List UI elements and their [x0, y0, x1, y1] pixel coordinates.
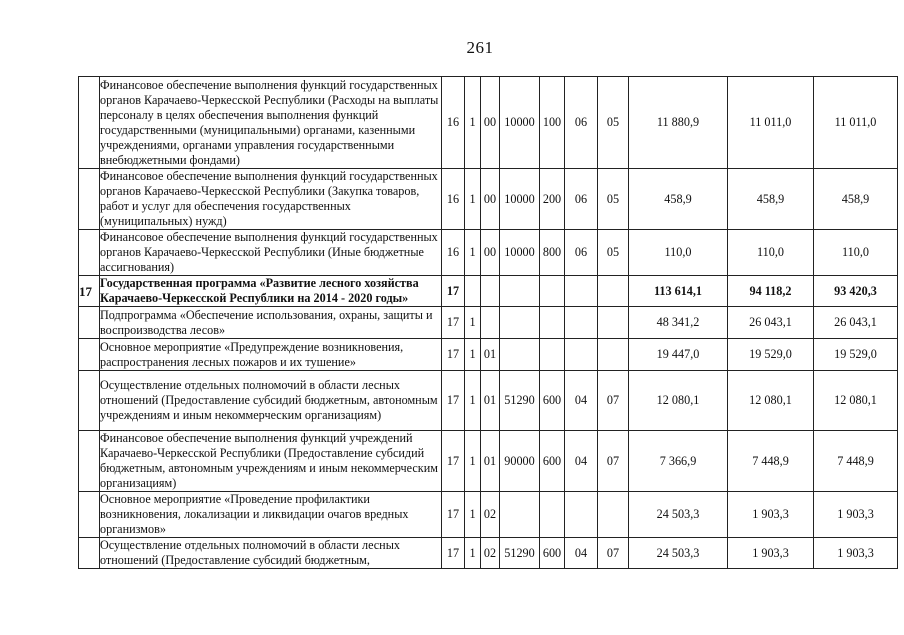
amount-cell-year2: 19 529,0: [728, 339, 814, 371]
amount-cell-year2: 7 448,9: [728, 431, 814, 492]
amount-cell-year3: 110,0: [814, 230, 898, 276]
code-cell-subsection: 05: [598, 230, 629, 276]
code-cell-section: [565, 307, 598, 339]
table-row: [79, 307, 898, 339]
code-cell-program: 1: [465, 230, 481, 276]
amount-cell-year3: 12 080,1: [814, 371, 898, 431]
code-cell-subprogram: [481, 307, 500, 339]
amount-cell-year2: 11 011,0: [728, 77, 814, 169]
amount-cell-year2: 458,9: [728, 169, 814, 230]
code-cell-subsection: 07: [598, 538, 629, 569]
amount-cell-year1: 11 880,9: [629, 77, 728, 169]
amount-cell-year1: 458,9: [629, 169, 728, 230]
code-cell-ministry: 17: [442, 538, 465, 569]
code-cell-ministry: 17: [442, 276, 465, 307]
item-name-cell: Государственная программа «Развитие лесного хозяйства Карачаево-Черкесской Республики на 2014 - 2020 годы»: [100, 276, 442, 307]
item-name-cell: Финансовое обеспечение выполнения функций государственных органов Карачаево-Черкесской Республики (Закупка товаров, работ и услуг для обеспечения государственных (муниципальных) нужд): [100, 169, 442, 230]
amount-cell-year1: 24 503,3: [629, 492, 728, 538]
amount-cell-year2: 110,0: [728, 230, 814, 276]
table-row: [79, 371, 898, 431]
code-cell-subprogram: 02: [481, 538, 500, 569]
table-row: [79, 431, 898, 492]
code-cell-expense-type: [540, 276, 565, 307]
item-name-cell: Подпрограмма «Обеспечение использования, охраны, защиты и воспроизводства лесов»: [100, 307, 442, 339]
code-cell-section: 04: [565, 538, 598, 569]
amount-cell-year2: 94 118,2: [728, 276, 814, 307]
amount-cell-year1: 7 366,9: [629, 431, 728, 492]
row-number-cell: [79, 307, 100, 339]
code-cell-ministry: 17: [442, 431, 465, 492]
row-number-cell: [79, 538, 100, 569]
table-row: [79, 77, 898, 169]
code-cell-program: 1: [465, 77, 481, 169]
code-cell-direction: [500, 307, 540, 339]
code-cell-subprogram: 01: [481, 431, 500, 492]
row-number-cell: [79, 339, 100, 371]
code-cell-program: 1: [465, 371, 481, 431]
amount-cell-year3: 458,9: [814, 169, 898, 230]
code-cell-program: 1: [465, 538, 481, 569]
code-cell-subprogram: 02: [481, 492, 500, 538]
row-number-cell: 17: [79, 276, 100, 307]
code-cell-subsection: [598, 276, 629, 307]
amount-cell-year3: 26 043,1: [814, 307, 898, 339]
code-cell-subsection: 07: [598, 371, 629, 431]
item-name-cell: Финансовое обеспечение выполнения функций государственных органов Карачаево-Черкесской Республики (Иные бюджетные ассигнования): [100, 230, 442, 276]
code-cell-expense-type: [540, 339, 565, 371]
code-cell-expense-type: 600: [540, 431, 565, 492]
code-cell-direction: 10000: [500, 230, 540, 276]
row-number-cell: [79, 371, 100, 431]
code-cell-section: [565, 339, 598, 371]
code-cell-program: 1: [465, 339, 481, 371]
code-cell-section: 04: [565, 371, 598, 431]
code-cell-direction: 51290: [500, 538, 540, 569]
row-number-cell: [79, 492, 100, 538]
code-cell-subprogram: 01: [481, 339, 500, 371]
code-cell-direction: 90000: [500, 431, 540, 492]
code-cell-section: 04: [565, 431, 598, 492]
code-cell-direction: [500, 339, 540, 371]
code-cell-expense-type: [540, 307, 565, 339]
item-name-cell: Финансовое обеспечение выполнения функций учреждений Карачаево-Черкесской Республики (Предоставление субсидий бюджетным, автономным учреждениям и иным некоммерческим организациям): [100, 431, 442, 492]
item-name-cell: Осуществление отдельных полномочий в области лесных отношений (Предоставление субсидий бюджетным, автономным учреждениям и иным некоммерческим организациям): [100, 371, 442, 431]
amount-cell-year2: 1 903,3: [728, 538, 814, 569]
amount-cell-year3: 19 529,0: [814, 339, 898, 371]
code-cell-section: 06: [565, 77, 598, 169]
code-cell-ministry: 17: [442, 371, 465, 431]
code-cell-expense-type: 100: [540, 77, 565, 169]
code-cell-ministry: 17: [442, 492, 465, 538]
code-cell-subprogram: [481, 276, 500, 307]
amount-cell-year2: 1 903,3: [728, 492, 814, 538]
table-row: [79, 538, 898, 569]
code-cell-ministry: 17: [442, 307, 465, 339]
table-row: [79, 492, 898, 538]
table-row: [79, 169, 898, 230]
amount-cell-year3: 93 420,3: [814, 276, 898, 307]
code-cell-subprogram: 01: [481, 371, 500, 431]
row-number-cell: [79, 169, 100, 230]
code-cell-expense-type: [540, 492, 565, 538]
code-cell-ministry: 16: [442, 77, 465, 169]
code-cell-subsection: [598, 307, 629, 339]
code-cell-section: [565, 492, 598, 538]
code-cell-subprogram: 00: [481, 77, 500, 169]
code-cell-direction: [500, 492, 540, 538]
code-cell-expense-type: 200: [540, 169, 565, 230]
amount-cell-year1: 48 341,2: [629, 307, 728, 339]
code-cell-expense-type: 600: [540, 371, 565, 431]
code-cell-subsection: 05: [598, 169, 629, 230]
row-number-cell: [79, 230, 100, 276]
amount-cell-year1: 19 447,0: [629, 339, 728, 371]
code-cell-program: [465, 276, 481, 307]
code-cell-direction: 10000: [500, 77, 540, 169]
code-cell-ministry: 16: [442, 230, 465, 276]
code-cell-subsection: [598, 492, 629, 538]
amount-cell-year3: 1 903,3: [814, 538, 898, 569]
amount-cell-year3: 1 903,3: [814, 492, 898, 538]
amount-cell-year1: 12 080,1: [629, 371, 728, 431]
amount-cell-year1: 24 503,3: [629, 538, 728, 569]
code-cell-direction: [500, 276, 540, 307]
code-cell-ministry: 16: [442, 169, 465, 230]
code-cell-section: 06: [565, 230, 598, 276]
amount-cell-year2: 26 043,1: [728, 307, 814, 339]
table-row: [79, 230, 898, 276]
item-name-cell: Основное мероприятие «Предупреждение возникновения, распространения лесных пожаров и их тушение»: [100, 339, 442, 371]
code-cell-subprogram: 00: [481, 230, 500, 276]
table-row: [79, 276, 898, 307]
code-cell-program: 1: [465, 492, 481, 538]
code-cell-subsection: 07: [598, 431, 629, 492]
code-cell-subprogram: 00: [481, 169, 500, 230]
table-row: [79, 339, 898, 371]
item-name-cell: Основное мероприятие «Проведение профилактики возникновения, локализации и ликвидации очагов вредных организмов»: [100, 492, 442, 538]
code-cell-subsection: 05: [598, 77, 629, 169]
budget-table: [78, 76, 898, 569]
item-name-cell: Финансовое обеспечение выполнения функций государственных органов Карачаево-Черкесской Республики (Расходы на выплаты персоналу в целях обеспечения выполнения функций государственными (муниципальными) органами, казенными учреждениями, органами управления государственными внебюджетными фондами): [100, 77, 442, 169]
code-cell-ministry: 17: [442, 339, 465, 371]
amount-cell-year3: 11 011,0: [814, 77, 898, 169]
amount-cell-year2: 12 080,1: [728, 371, 814, 431]
row-number-cell: [79, 431, 100, 492]
amount-cell-year3: 7 448,9: [814, 431, 898, 492]
code-cell-section: 06: [565, 169, 598, 230]
code-cell-section: [565, 276, 598, 307]
code-cell-program: 1: [465, 169, 481, 230]
code-cell-direction: 10000: [500, 169, 540, 230]
code-cell-subsection: [598, 339, 629, 371]
amount-cell-year1: 110,0: [629, 230, 728, 276]
amount-cell-year1: 113 614,1: [629, 276, 728, 307]
code-cell-expense-type: 800: [540, 230, 565, 276]
code-cell-program: 1: [465, 431, 481, 492]
page-number: 261: [466, 38, 494, 57]
code-cell-program: 1: [465, 307, 481, 339]
item-name-cell: Осуществление отдельных полномочий в области лесных отношений (Предоставление субсидий бюджетным,: [100, 538, 442, 569]
row-number-cell: [79, 77, 100, 169]
code-cell-direction: 51290: [500, 371, 540, 431]
code-cell-expense-type: 600: [540, 538, 565, 569]
